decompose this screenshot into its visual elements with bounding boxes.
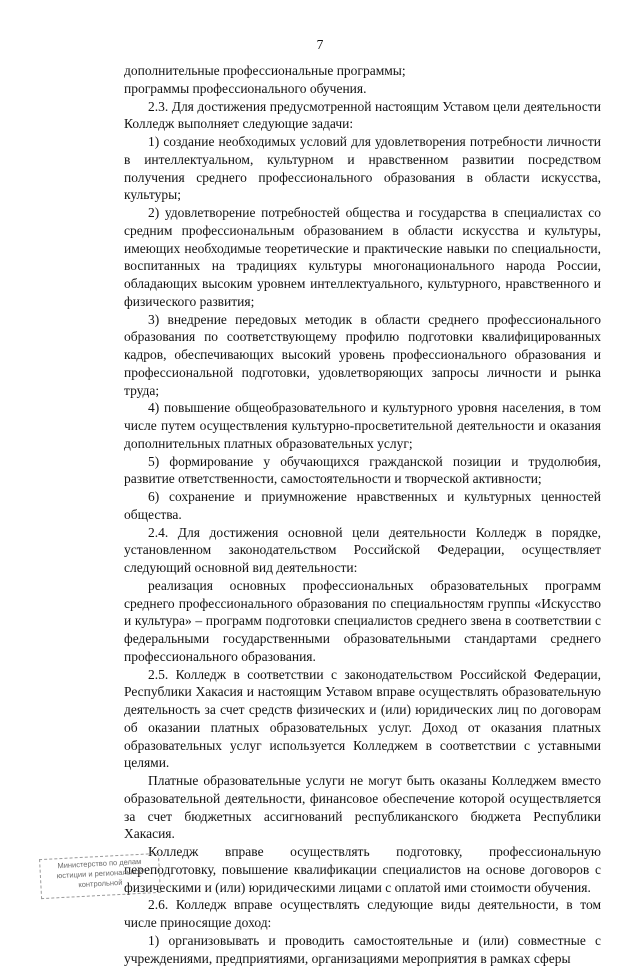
paragraph: программы профессионального обучения. — [124, 80, 367, 96]
paragraph: 6) сохранение и приумножение нравственных и культурных ценностей общества. — [124, 489, 601, 522]
page-number: 7 — [316, 37, 324, 52]
paragraph: 2.4. Для достижения основной цели деятельности Колледж в порядке, установленном законодательством Российской Федерации, осуществляет следующий основной вид деятельности: — [124, 524, 601, 575]
registration-stamp — [39, 853, 161, 899]
document-body — [124, 62, 601, 967]
paragraph: 2.5. Колледж в соответствии с законодательством Российской Федерации, Республики Хакасия и настоящим Уставом вправе осуществлять образовательную деятельность за счет средств физических и (или) юридических лиц по договорам об оказании платных образовательных услуг. Доход от оказания платных образовательных услуг используется Колледжем в соответствии с уставными целями. — [124, 666, 601, 771]
paragraph: Платные образовательные услуги не могут быть оказаны Колледжем вместо образовательной деятельности, финансовое обеспечение которой осуществляется за счет бюджетных ассигнований республиканского бюджета Республики Хакасия. — [124, 773, 601, 842]
paragraph: 1) создание необходимых условий для удовлетворения потребности личности в интеллектуальном, культурном и нравственном развитии посредством получения среднего профессионального образования в области искусства, культуры; — [124, 134, 601, 203]
stamp-line: юстиции и региональной — [56, 866, 144, 881]
paragraph: 4) повышение общеобразовательного и культурного уровня населения, в том числе путем осуществления культурно-просветительной деятельности и оказания дополнительных платных образовательных услуг; — [124, 400, 601, 451]
paragraph: реализация основных профессиональных образовательных программ среднего профессионального образования по специальностям группы «Искусство и культура» – программ подготовки специалистов среднего звена в соответствии с федеральными государственными образовательными стандартами среднего профессионального образования. — [124, 577, 601, 664]
paragraph: 2.3. Для достижения предусмотренной настоящим Уставом цели деятельности Колледж выполняет следующие задачи: — [124, 98, 601, 132]
stamp-line: Министерство по делам — [57, 856, 142, 871]
stamp-line: контрольной — [78, 877, 123, 890]
paragraph: 2) удовлетворение потребностей общества и государства в специалистах со средним профессиональным образованием в области искусства и культуры, имеющих необходимые теоретические и практические навыки по специальности, воспитанных на традициях культуры многонационального народа России, обладающих высоким уровнем интеллектуального, культурного, нравственного и физического развития; — [124, 205, 601, 309]
paragraph: 3) внедрение передовых методик в области среднего профессионального образования по соответствующему профилю подготовки квалифицированных кадров, обеспечивающих высокий уровень профессионального образования и профессиональной подготовки, удовлетворяющих запросы личности и рынка труда; — [124, 311, 601, 398]
paragraph: Колледж вправе осуществлять подготовку, профессиональную переподготовку, повышение квалификации специалистов на основе договоров с физическими и (или) юридическими лицами с оплатой ими стоимости обучения. — [124, 844, 601, 895]
paragraph: дополнительные профессиональные программы; — [124, 63, 406, 78]
paragraph: 1) организовывать и проводить самостоятельные и (или) совместные с учреждениями, предприятиями, организациями мероприятия в рамках сферы — [124, 932, 601, 966]
paragraph: 2.6. Колледж вправе осуществлять следующие виды деятельности, в том числе приносящие доход: — [124, 897, 601, 930]
paragraph: 5) формирование у обучающихся гражданской позиции и трудолюбия, развитие ответственности, самостоятельности и творческой активности; — [124, 453, 601, 487]
